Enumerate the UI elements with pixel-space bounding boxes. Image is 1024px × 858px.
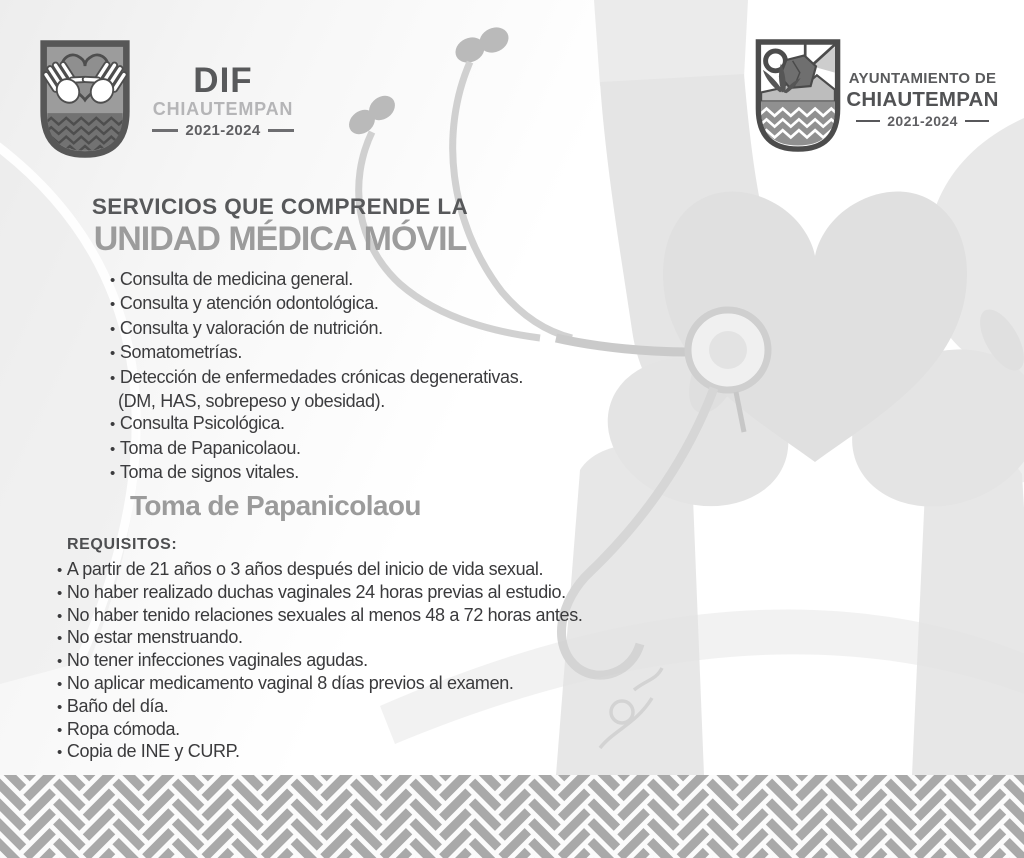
title-block [40,194,520,258]
page-title: UNIDAD MÉDICA MÓVIL [93,220,467,258]
requirement-text: A partir de 21 años o 3 años después del inicio de vida sexual. [66,559,544,579]
requirements-list [57,559,587,764]
ayuntamiento-line1: AYUNTAMIENTO DE [848,70,997,87]
dif-acronym: DIF [193,61,253,100]
requirement-item [57,582,587,605]
service-item [110,292,580,316]
service-text: (DM, HAS, sobrepeso y obesidad). [118,391,385,412]
requirement-item [57,627,587,650]
dif-logo [38,36,298,166]
service-text: Consulta Psicológica. [119,413,285,434]
dash-rule [856,120,880,122]
dif-period: 2021-2024 [185,122,261,139]
bullet-glyph: • [57,630,62,648]
service-item-continuation [110,390,580,412]
requirement-text: Copia de INE y CURP. [66,741,240,762]
service-text: Toma de Papanicolaou. [119,437,301,458]
requirement-item [57,605,587,628]
service-text: Consulta y atención odontológica. [119,293,379,314]
requirement-text: No estar menstruando. [66,627,243,648]
requirement-item [57,741,587,764]
bullet-glyph: • [110,345,115,363]
bullet-glyph: • [57,562,62,579]
services-list [110,268,580,486]
bullet-glyph: • [57,653,62,671]
dif-municipality: CHIAUTEMPAN [152,99,294,119]
ayuntamiento-logo-text [845,70,1000,129]
dash-rule [965,120,989,122]
requirement-item [57,673,587,696]
bullet-glyph: • [110,440,115,458]
dash-rule [268,129,294,131]
bullet-glyph: • [57,744,62,762]
ayuntamiento-period: 2021-2024 [887,113,958,129]
service-item [110,461,580,485]
requirement-item [57,719,587,742]
requirement-item [57,696,587,719]
service-item [110,268,580,292]
bullet-glyph: • [110,320,115,338]
service-text: Consulta de medicina general. [119,269,353,289]
requirement-text: Baño del día. [66,695,169,716]
dif-logo-text [138,61,308,139]
dash-rule [152,129,178,131]
ayuntamiento-municipality: CHIAUTEMPAN [846,88,999,111]
bullet-glyph: • [110,296,115,314]
bullet-glyph: • [110,416,115,434]
section-heading: Toma de Papanicolaou [130,490,421,521]
service-item [110,412,580,436]
requirement-text: No aplicar medicamento vaginal 8 días previos al examen. [66,672,514,693]
dif-shield-icon [38,36,132,164]
herringbone-border-pattern [0,775,1024,858]
service-item [110,341,580,365]
bullet-glyph: • [110,465,115,483]
dif-period-row [138,122,308,139]
service-item [110,437,580,461]
service-item [110,366,580,390]
service-text: Consulta y valoración de nutrición. [119,317,383,338]
ayuntamiento-shield-icon [753,34,843,158]
requirement-item [57,559,587,582]
bullet-glyph: • [57,698,62,716]
ayuntamiento-period-row [845,113,1000,129]
bullet-glyph: • [57,721,62,739]
bullet-glyph: • [110,369,115,387]
service-text: Detección de enfermedades crónicas degenerativas. [119,366,524,387]
bullet-glyph: • [57,607,62,625]
title-kicker: SERVICIOS QUE COMPRENDE LA [91,194,469,219]
requirement-text: No haber realizado duchas vaginales 24 horas previas al estudio. [66,581,566,602]
requirements-label: REQUISITOS: [67,536,178,553]
bullet-glyph: • [57,675,62,693]
ayuntamiento-logo [753,34,1024,160]
requirement-text: No haber tenido relaciones sexuales al menos 48 a 72 horas antes. [66,604,583,625]
requirement-text: Ropa cómoda. [66,718,180,739]
requirement-item [57,650,587,673]
service-text: Somatometrías. [119,342,243,363]
service-text: Toma de signos vitales. [119,462,299,483]
bullet-glyph: • [110,272,115,289]
bullet-glyph: • [57,584,62,602]
requirement-text: No tener infecciones vaginales agudas. [66,650,368,671]
service-item [110,317,580,341]
